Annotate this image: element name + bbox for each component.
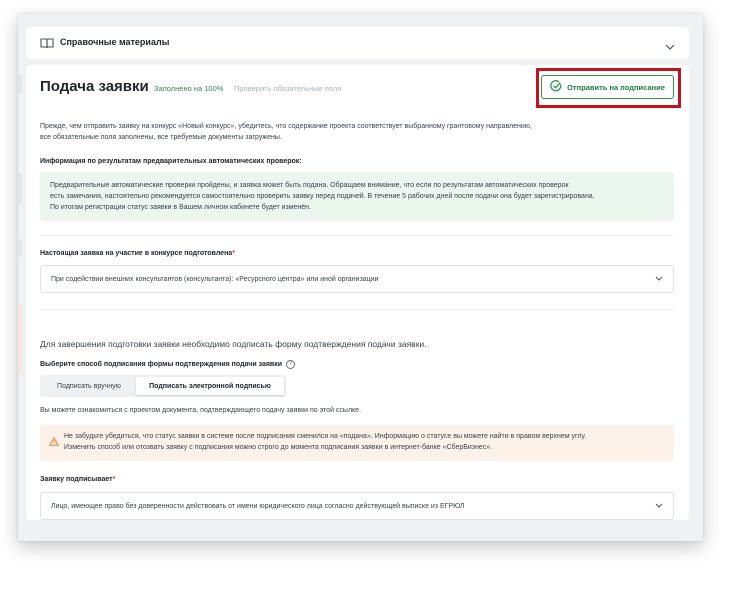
send-button-label: Отправить на подписание [567, 82, 665, 92]
chevron-down-icon[interactable] [665, 38, 675, 56]
side-decor [18, 74, 22, 94]
warning-box: Не забудьте убедиться, что статус заявки в системе после подписания сменился на «подана». Информацию о статусе вы можете найти в правом верхнем углу. Изменить способ или отозвать заявку с подписания можно строго до момента подписания заявки в интернет-банке «СберБизнес». [40, 425, 674, 461]
checks-heading: Информация по результатам предварительных автоматических проверок: [40, 158, 302, 165]
reference-materials-title: Справочные материалы [60, 37, 170, 47]
application-submission-card [26, 65, 689, 520]
sign-electronically-option[interactable]: Подписать электронной подписью [136, 377, 284, 395]
book-open-icon [40, 36, 54, 54]
page-title: Подача заявки [40, 78, 149, 95]
side-decor [18, 239, 22, 257]
divider [40, 309, 674, 310]
chevron-down-icon [655, 503, 663, 510]
check-circle-icon [550, 80, 562, 94]
chevron-down-icon [655, 276, 663, 283]
side-decor [18, 304, 22, 374]
document-link-note[interactable]: Вы можете ознакомиться с проектом документа, подтверждающего подачу заявки по этой ссылке. [40, 407, 362, 414]
signer-select[interactable] [40, 492, 674, 520]
check-required-fields-link[interactable]: Проверить обязательные поля [234, 84, 342, 93]
sign-manually-option[interactable]: Подписать вручную [57, 382, 121, 390]
signing-method-label: Выберите способ подписания формы подтверждения подачи заявки ? [40, 360, 295, 369]
warning-triangle-icon [49, 437, 59, 450]
completion-status: Заполнено на 100% [154, 84, 224, 93]
prepared-label: Настоящая заявка на участие в конкурсе подготовлена* [40, 250, 235, 257]
intro-text: Прежде, чем отправить заявку на конкурс «Новый конкурс», убедитесь, что содержание проекта соответствует выбранному грантовому направлению, все обязательные поля заполнены, все требуемые документы загружены. [40, 123, 532, 141]
prepared-select-value: При содействии внешних консультантов (консультанта): «Ресурсного центра» или иной организации [51, 275, 379, 283]
side-decor [18, 174, 22, 204]
signing-instruction: Для завершения подготовки заявки необходимо подписать форму подтверждения подачи заявки. [40, 339, 427, 349]
checks-info-box: Предварительные автоматические проверки пройдены, и заявка может быть подана. Обращаем внимание, что если по результатам автоматических проверок есть замечания, настоятельно рекомендуется самостоятельно проверить заявку перед подачей. В течение 5 рабочих дней после подачи она будет зарегистрирована. По итогам регистрации статус заявки в Вашем личном кабинете будет изменён. [40, 172, 674, 221]
divider [40, 235, 674, 236]
signer-label: Заявку подписывает* [40, 476, 116, 483]
signer-select-value: Лицо, имеющее право без доверенности действовать от имени юридического лица согласно действующей выписке из ЕГРЮЛ [51, 502, 465, 510]
send-for-signing-button[interactable] [541, 75, 674, 99]
reference-materials-panel[interactable] [26, 27, 689, 59]
question-circle-icon[interactable]: ? [286, 360, 295, 369]
app-window [18, 14, 703, 541]
prepared-select[interactable] [40, 265, 674, 293]
signing-method-switch [40, 375, 286, 397]
